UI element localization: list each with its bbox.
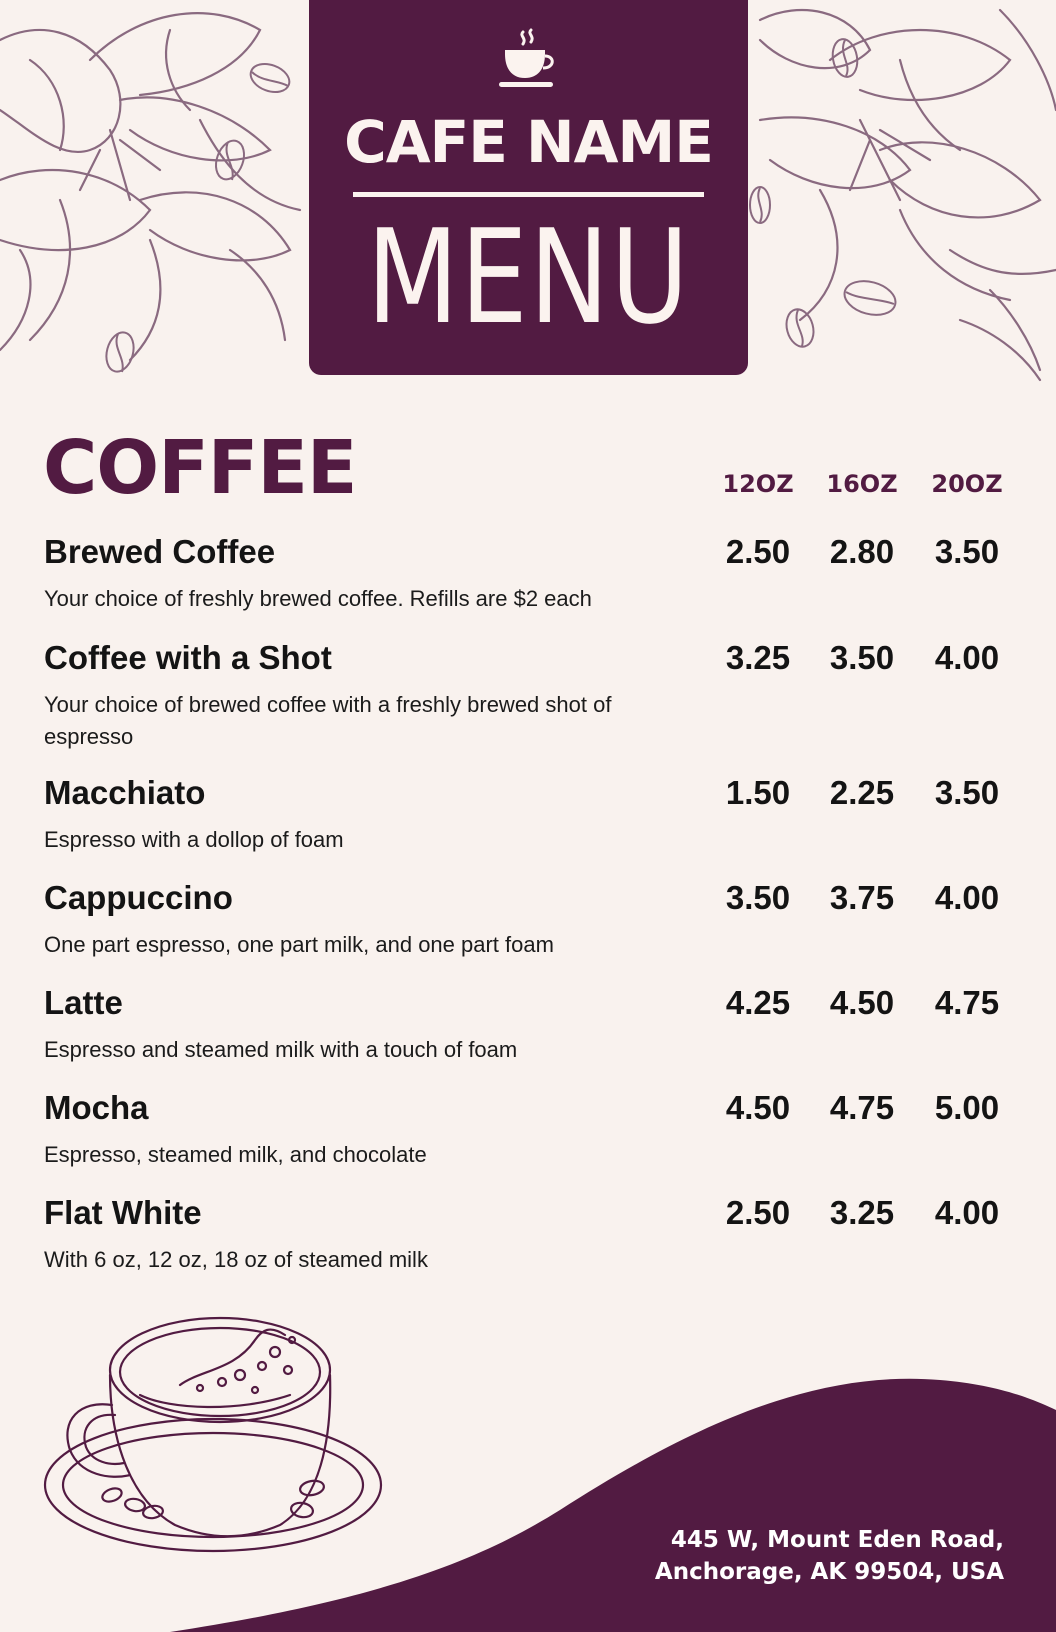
item-name: Mocha [44,1089,149,1126]
item-name: Latte [44,984,123,1021]
item-description: Your choice of brewed coffee with a freshly brewed shot of espresso [44,692,612,749]
floral-illustration-right [760,10,1056,380]
price-12oz: 4.25 [725,984,791,1021]
price-12oz: 1.50 [725,774,791,811]
price-20oz: 3.50 [934,533,1000,570]
price-16oz: 3.50 [829,639,895,676]
price-16oz: 2.80 [829,533,895,570]
size-header-12oz: 12OZ [722,470,794,498]
size-header-20oz: 20OZ [931,470,1003,498]
price-12oz: 4.50 [725,1089,791,1126]
address-line-1: 445 W, Mount Eden Road, [670,1527,1004,1553]
footer-wave [170,1379,1056,1632]
price-16oz: 3.25 [829,1194,895,1231]
price-16oz: 2.25 [829,774,895,811]
price-12oz: 2.50 [725,1194,791,1231]
price-12oz: 3.25 [725,639,791,676]
price-16oz: 4.50 [829,984,895,1021]
cafe-address [655,1524,1004,1588]
price-20oz: 4.00 [934,639,1000,676]
item-description: Your choice of freshly brewed coffee. Refills are $2 each [44,586,592,611]
size-header-16oz: 16OZ [826,470,898,498]
address-line-2: Anchorage, AK 99504, USA [654,1559,1004,1585]
price-20oz: 3.50 [934,774,1000,811]
item-description: One part espresso, one part milk, and one part foam [44,932,554,957]
section-title: COFFEE [43,425,357,511]
item-name: Coffee with a Shot [44,639,332,676]
price-12oz: 2.50 [725,533,791,570]
coffee-cup-illustration [45,1318,381,1551]
price-12oz: 3.50 [725,879,791,916]
coffee-cup-icon [499,28,559,92]
item-description: Espresso, steamed milk, and chocolate [44,1142,427,1167]
price-20oz: 4.75 [934,984,1000,1021]
menu-title: MENU [366,201,691,353]
price-20oz: 5.00 [934,1089,1000,1126]
item-name: Macchiato [44,774,206,811]
item-name: Flat White [44,1194,202,1231]
item-description: With 6 oz, 12 oz, 18 oz of steamed milk [44,1247,428,1272]
header-divider [353,192,704,197]
item-description: Espresso and steamed milk with a touch of foam [44,1037,518,1062]
price-20oz: 4.00 [934,879,1000,916]
item-description: Espresso with a dollop of foam [44,827,344,852]
header-banner [309,0,748,375]
item-name: Cappuccino [44,879,233,916]
price-20oz: 4.00 [934,1194,1000,1231]
item-name: Brewed Coffee [44,533,276,570]
cafe-name: CAFE NAME [344,108,713,176]
price-16oz: 3.75 [829,879,895,916]
floral-illustration-left [0,13,300,360]
price-16oz: 4.75 [829,1089,895,1126]
